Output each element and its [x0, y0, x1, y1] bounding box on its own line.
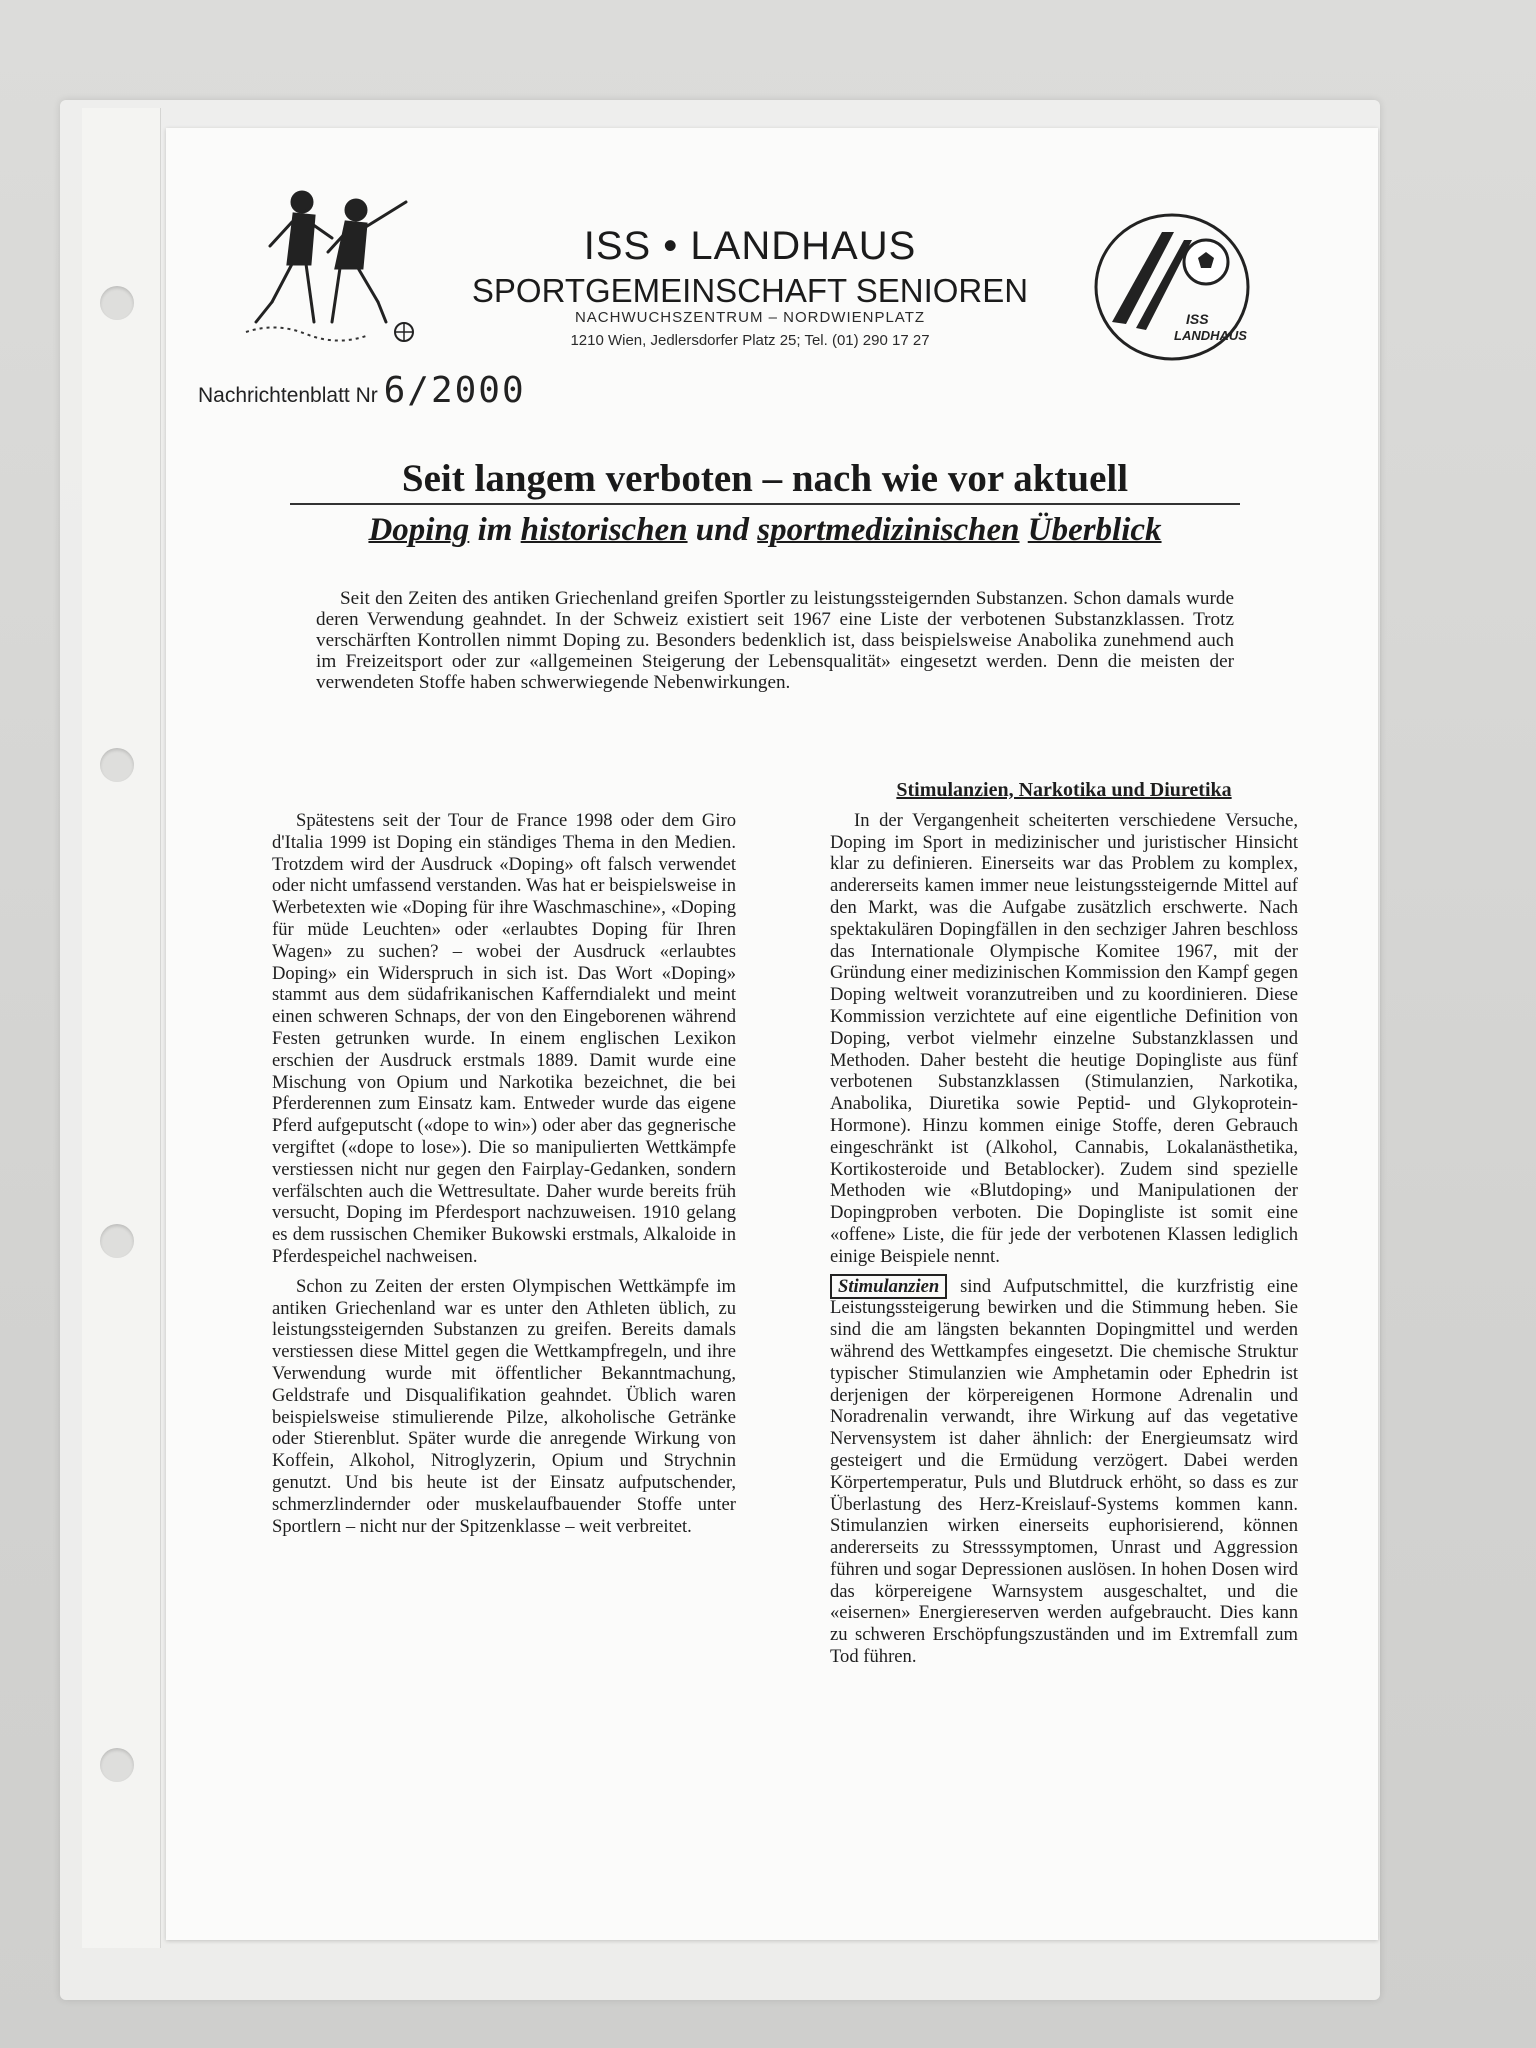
right-paragraph-2 — [830, 1276, 1298, 1668]
punch-hole-bottom — [100, 1748, 134, 1782]
club-name: ISS • LANDHAUS — [583, 224, 917, 268]
article-subheadline — [270, 512, 1260, 549]
punch-hole-lower — [100, 1224, 134, 1258]
section-heading: Stimulanzien, Narkotika und Diuretika — [896, 779, 1232, 801]
subheadline-word-historischen: historischen — [520, 512, 688, 548]
punch-hole-upper — [100, 748, 134, 782]
article-headline: Seit langem verboten – nach wie vor aktuell — [290, 456, 1240, 505]
left-paragraph-1: Spätestens seit der Tour de France 1998 oder dem Giro d'Italia 1999 ist Doping ein ständiges Thema in den Medien. Trotzdem wird der Ausdruck «Doping» oft falsch verwendet oder nicht umfassend verstanden. Was hat er beispielsweise in Werbetexten wie «Doping für ihre Waschmaschine», «Doping für müde Leuchten» oder «erlaubtes Doping für Ihren Wagen» zu suchen? – wobei der Ausdruck «erlaubtes Doping» ein Widerspruch in sich ist. Das Wort «Doping» stammt aus dem südafrikanischen Kafferndialekt und meint einen schweren Schnaps, der von den Eingeborenen während Festen getrunken wurde. In einem englischen Lexikon erschien der Ausdruck erstmals 1889. Damit wurde eine Mischung von Opium und Narkotika bezeichnet, die bei Pferderennen zum Einsatz kam. Entweder wurde das eigene Pferd aufgeputscht («dope to win») oder aber das gegnerische vergiftet («dope to lose»). Die so manipulierten Wettkämpfe verstiessen nicht nur gegen den Fairplay-Gedanken, sondern verfälschten auch die Wettresultate. Daher wurde bereits früh versucht, Doping im Pferdesport nachzuweisen. 1910 gelang es dem russischen Chemiker Bukowski erstmals, Alkaloide in Pferdespeichel nachweisen. — [272, 810, 736, 1267]
article-lead: Seit den Zeiten des antiken Griechenland greifen Sportler zu leistungssteigernden Substanzen. Schon damals wurde deren Verwendung geahndet. In der Schweiz existiert seit 1967 eine Liste der verbotenen Substanzklassen. Trotz verschärften Kontrollen nimmt Doping zu. Besonders bedenklich ist, dass beispielsweise Anabolika zunehmend auch im Freizeitsport oder zur «allgemeinen Steigerung der Lebensqualität» eingesetzt werden. Denn die meisten der verwendeten Stoffe haben schwerwiegende Nebenwirkungen. — [316, 588, 1234, 693]
subheadline-word-sportmedizinischen: sportmedizinischen — [757, 512, 1020, 548]
subheadline-word-doping: Doping — [368, 512, 470, 548]
logo-text-iss: ISS — [1186, 311, 1209, 327]
punch-hole-top — [100, 286, 134, 320]
club-address: 1210 Wien, Jedlersdorfer Platz 25; Tel. (01) 290 17 27 — [570, 332, 930, 349]
boxed-term: Stimulanzien — [830, 1274, 947, 1299]
sleeve-binding-strip — [82, 108, 161, 1948]
iss-landhaus-logo — [1092, 212, 1252, 362]
club-section: NACHWUCHSZENTRUM – NORDWIENPLATZ — [574, 309, 926, 326]
issue-line — [198, 370, 526, 411]
club-subtitle: SPORTGEMEINSCHAFT SENIOREN — [471, 272, 1029, 309]
subheadline-sep: im — [469, 512, 521, 548]
column-left — [272, 810, 736, 1545]
subheadline-sep — [1019, 512, 1027, 548]
issue-number: 6/2000 — [383, 370, 526, 411]
right-paragraph-2-text: sind Aufputschmittel, die kurzfristig eine Leistungssteigerung bewirken und die Stimmung heben. Sie sind die am längsten bekannten Dopingmittel und werden während des Wettkampfes eingesetzt. Die chemische Struktur typischer Stimulanzien wie Amphetamin oder Ephedrin ist derjenigen der körpereigenen Hormone Adrenalin und Noradrenalin verwandt, ihre Wirkung auf das vegetative Nervensystem ist daher ähnlich: der Energieumsatz wird gesteigert und die Ermüdung verzögert. Dabei werden Körpertemperatur, Puls und Blutdruck erhöht, so dass es zur Überlastung des Herz-Kreislauf-Systems kommen kann. Stimulanzien wirken einerseits euphorisierend, können andererseits zu Stresssymptomen, Unrast und Aggression führen und sogar Depressionen auslösen. In hohen Dosen wird das körpereigene Warnsystem ausgeschaltet, und die «eisernen» Energiereserven werden aufgebraucht. Dies kann zu schweren Erschöpfungszuständen und im Extremfall zum Tod führen. — [830, 1275, 1298, 1668]
subheadline-word-ueberblick: Überblick — [1027, 512, 1162, 548]
column-right — [830, 779, 1298, 1676]
left-paragraph-2: Schon zu Zeiten der ersten Olympischen Wettkämpfe im antiken Griechenland war es unter den Athleten üblich, zu leistungssteigernden Substanzen zu greifen. Bereits damals verstiessen diese Mittel gegen die Wettkampfregeln, und ihre Verwendung wurde mit öffentlicher Bekanntmachung, Geldstrafe und Disqualifikation geahndet. Üblich waren beispielsweise stimulierende Pilze, alkoholische Getränke oder Stierenblut. Später wurde die anregende Wirkung von Koffein, Alkohol, Nitroglyzerin, Opium und Strychnin genutzt. Und bis heute ist der Einsatz aufputschender, schmerzlindernder oder muskelaufbauender Stoffe unter Sportlern – nicht nur der Spitzenklasse – weit verbreitet. — [272, 1275, 736, 1537]
right-paragraph-1: In der Vergangenheit scheiterten verschiedene Versuche, Doping im Sport in medizinischer und juristischer Hinsicht klar zu definieren. Einerseits war das Problem zu komplex, andererseits kamen immer neue leistungssteigernde Mittel auf den Markt, was die Aufgabe zusätzlich erschwerte. Nach spektakulären Dopingfällen in den sechziger Jahren beschloss das Internationale Olympische Komitee 1967, mit der Gründung einer medizinischen Kommission den Kampf gegen Doping weltweit voranzutreiben und zu koordinieren. Diese Kommission verzichtete auf eine eigentliche Definition von Doping, verbot vielmehr einzelne Substanzklassen und Methoden. Daher besteht die heutige Dopingliste aus fünf verbotenen Substanzklassen (Stimulanzien, Narkotika, Anabolika, Diuretika sowie Peptid- und Glykoprotein-Hormone). Hinzu kommen einige Stoffe, deren Gebrauch eingeschränkt ist (Alkohol, Cannabis, Lokalanästhetika, Kortikosteroide und Betablocker). Zudem sind spezielle Methoden wie «Blutdoping» und Manipulationen der Dopingproben verboten. Die Dopingliste ist somit eine «offene» Liste, die für jede der verbotenen Klassen lediglich einige Beispiele nennt. — [830, 809, 1298, 1267]
issue-label: Nachrichtenblatt Nr — [198, 384, 378, 407]
logo-text-landhaus: LANDHAUS — [1174, 328, 1247, 343]
subheadline-sep: und — [687, 512, 758, 548]
